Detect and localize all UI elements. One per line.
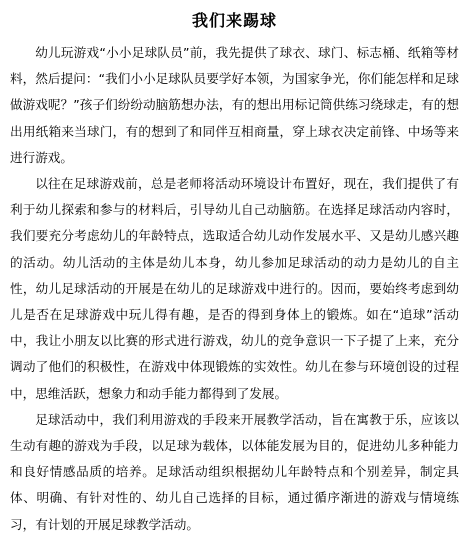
document-title: 我们来踢球: [191, 11, 277, 30]
paragraph-3: 足球活动中，我们利用游戏的手段来开展教学活动，旨在寓教于乐，应该以生动有趣的游戏为手段，以足球为载体，以体能发展为目的，促进幼儿多种能力和良好情感品质的培养。足球活动组织根据幼儿年龄特点和个别差异，制定具体、明确、有针对性的、幼儿自己选择的目标，通过循序渐进的游戏与情境练习，有计划的开展足球教学活动。: [10, 411, 459, 532]
paragraph-1: 幼儿玩游戏“小小足球队员”前，我先提供了球衣、球门、标志桶、纸箱等材料，然后提问：“我们小小足球队员要学好本领，为国家争光，你们能怎样和足球做游戏呢？”孩子们纷纷动脑筋想办法，有的想出用标记筒供练习绕球走，有的想出用纸箱来当球门，有的想到了和同伴互相商量，穿上球衣决定前锋、中场等来进行游戏。: [10, 45, 459, 165]
paragraph-2: 以往在足球游戏前，总是老师将活动环境设计布置好，现在，我们提供了有利于幼儿探索和参与的材料后，引导幼儿自己动脑筋。在选择足球活动内容时，我们要充分考虑幼儿的年龄特点，选取适合幼儿动作发展水平、又是幼儿感兴趣的活动。幼儿活动的主体是幼儿本身，幼儿参加足球活动的动力是幼儿的自主性，幼儿足球活动的开展是在幼儿的足球游戏中进行的。因而，要始终考虑到幼儿是否在足球游戏中玩儿得有趣，是否的得到身体上的锻炼。如在“追球”活动中，我让小朋友以比赛的形式进行游戏，幼儿的竞争意识一下子提了上来，充分调动了他们的积极性，在游戏中体现锻炼的实效性。幼儿在参与环境创设的过程中，思维活跃，想象力和动手能力都得到了发展。: [10, 176, 459, 401]
